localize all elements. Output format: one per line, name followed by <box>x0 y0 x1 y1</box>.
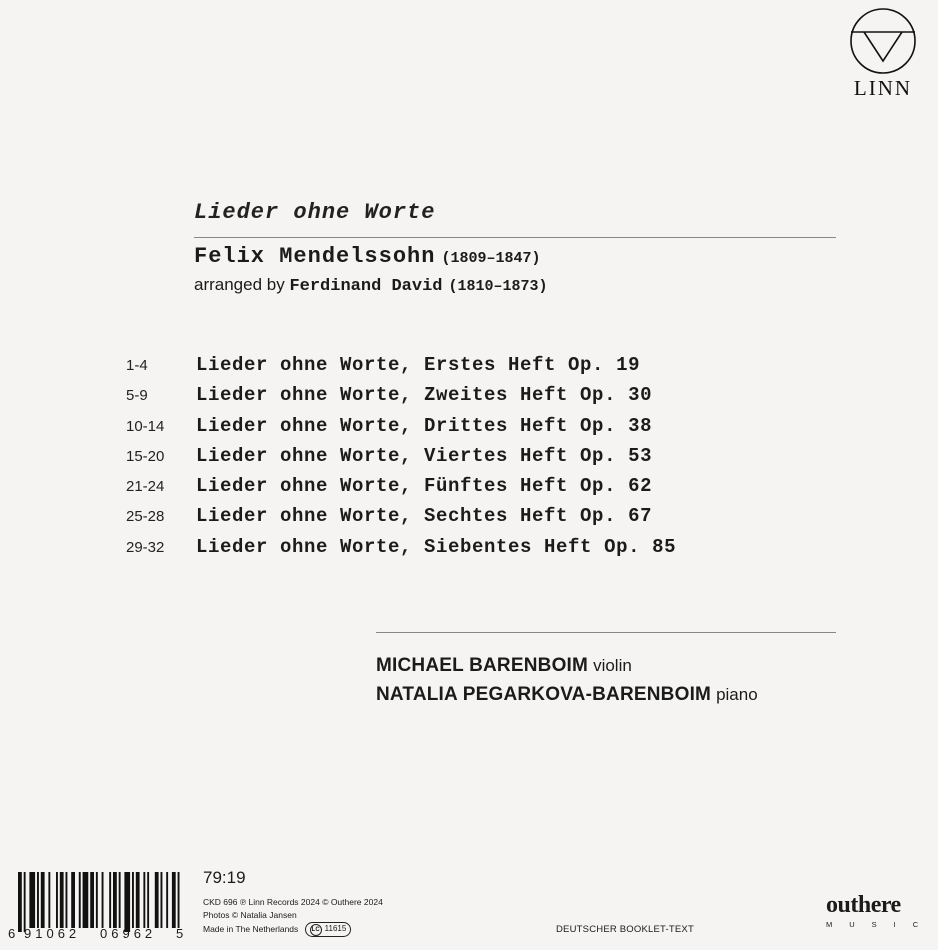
barcode-bar <box>56 872 58 928</box>
barcode-bar <box>66 872 68 928</box>
lc-icon: LC <box>310 924 322 936</box>
divider <box>194 237 836 238</box>
barcode-bar <box>102 872 104 928</box>
booklet-note: DEUTSCHER BOOKLET-TEXT <box>556 924 694 935</box>
track-row <box>126 384 846 414</box>
composer-dates: (1809–1847) <box>441 250 541 267</box>
track-number: 10-14 <box>126 417 165 435</box>
composer-name: Felix Mendelssohn <box>194 244 436 269</box>
barcode-bar <box>155 872 159 928</box>
label-code-badge <box>305 922 352 937</box>
barcode-digit-first: 6 <box>8 926 16 941</box>
barcode-left-group: 91062 <box>24 926 81 941</box>
arranger-prefix: arranged by <box>194 275 290 294</box>
performer-name: NATALIA PEGARKOVA-BARENBOIM <box>376 684 712 705</box>
track-title: Lieder ohne Worte, Viertes Heft Op. 53 <box>196 444 653 467</box>
barcode-bar <box>136 872 140 928</box>
barcode-bar <box>172 872 176 928</box>
barcode-bar <box>109 872 111 928</box>
barcode-bar <box>90 872 94 928</box>
arranger-name: Ferdinand David <box>289 277 443 296</box>
track-title: Lieder ohne Worte, Siebentes Heft Op. 85 <box>196 535 677 558</box>
track-row <box>126 475 846 505</box>
track-title: Lieder ohne Worte, Erstes Heft Op. 19 <box>196 354 641 376</box>
track-title: Lieder ohne Worte, Drittes Heft Op. 38 <box>196 414 653 437</box>
barcode-bar <box>147 872 149 928</box>
barcode-bar <box>143 872 145 928</box>
linn-logo <box>846 6 920 102</box>
barcode-bars <box>8 872 184 932</box>
performer-instrument: violin <box>593 656 632 675</box>
outhere-music: MUSIC <box>826 920 936 929</box>
barcode-digit-last: 5 <box>176 926 184 941</box>
barcode-bar <box>79 872 81 928</box>
barcode-bar <box>18 872 22 932</box>
origin-line <box>203 922 383 937</box>
barcode-bar <box>96 872 98 928</box>
barcode-bar <box>48 872 50 928</box>
barcode <box>8 872 184 940</box>
barcode-bar <box>113 872 117 928</box>
performer-instrument: piano <box>716 685 758 704</box>
arranger-dates: (1810–1873) <box>448 278 548 295</box>
track-number: 29-32 <box>126 538 165 556</box>
track-row <box>126 354 846 384</box>
release-info <box>203 896 383 937</box>
barcode-bar <box>60 872 64 928</box>
barcode-digits <box>8 926 184 942</box>
barcode-bar <box>24 872 26 932</box>
track-number: 25-28 <box>126 508 165 526</box>
performer-name: MICHAEL BARENBOIM <box>376 655 589 676</box>
track-number: 21-24 <box>126 478 165 496</box>
label-name: LINN <box>853 76 913 100</box>
barcode-bar <box>178 872 180 928</box>
track-row <box>126 415 846 445</box>
barcode-bar <box>71 872 75 928</box>
performer-row <box>376 655 758 684</box>
barcode-right-group: 06962 <box>100 926 157 941</box>
performer-row <box>376 684 758 713</box>
barcode-bar <box>83 872 89 928</box>
photo-credit: Photos © Natalia Jansen <box>203 910 297 920</box>
track-row <box>126 445 846 475</box>
outhere-wordmark: outhere <box>826 892 901 918</box>
album-title: Lieder ohne Worte <box>194 200 436 225</box>
barcode-bar <box>132 872 134 928</box>
barcode-bar <box>119 872 121 928</box>
total-duration: 79:19 <box>203 868 246 887</box>
track-row <box>126 505 846 535</box>
catalog-line: CKD 696 ℗ Linn Records 2024 © Outhere 2024 <box>203 897 383 907</box>
track-number: 1-4 <box>126 357 148 374</box>
performers <box>376 655 758 713</box>
barcode-bar <box>29 872 35 928</box>
track-title: Lieder ohne Worte, Sechtes Heft Op. 67 <box>196 505 653 528</box>
barcode-bar <box>124 872 130 932</box>
arranger-line <box>194 275 548 296</box>
linn-emblem-icon <box>846 6 920 74</box>
made-in: Made in The Netherlands <box>203 923 299 934</box>
track-number: 5-9 <box>126 387 148 405</box>
composer-line <box>194 244 540 269</box>
barcode-bar <box>161 872 163 928</box>
divider <box>376 632 836 633</box>
track-list <box>126 354 846 566</box>
outhere-logo <box>826 892 938 942</box>
track-title: Lieder ohne Worte, Fünftes Heft Op. 62 <box>196 475 653 498</box>
barcode-bar <box>37 872 39 928</box>
track-number: 15-20 <box>126 447 165 465</box>
track-row <box>126 536 846 566</box>
barcode-bar <box>166 872 168 928</box>
track-title: Lieder ohne Worte, Zweites Heft Op. 30 <box>196 384 653 407</box>
label-code-number: 11615 <box>324 924 347 933</box>
barcode-bar <box>41 872 45 928</box>
